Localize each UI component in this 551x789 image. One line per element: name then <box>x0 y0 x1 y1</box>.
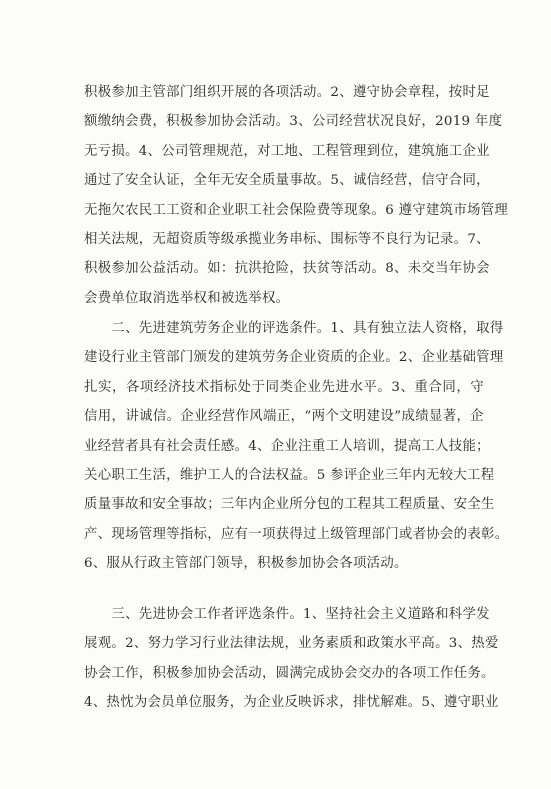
text-line: 会费单位取消选举权和被选举权。 <box>84 290 290 306</box>
text-line: 积极参加主管部门组织开展的各项活动。2、遵守协会章程，按时足 <box>84 85 490 100</box>
paragraph-labor-enterprise-criteria <box>84 314 509 579</box>
text-line: 建设行业主管部门颁发的建筑劳务企业资质的企业。2、企业基础管理 <box>84 350 504 366</box>
text-line: 6、服从行政主管部门领导，积极参加协会各项活动。 <box>84 556 408 572</box>
text-line: 信用，讲诚信。企业经营作风端正，“两个文明建设”成绩显著，企 <box>84 409 484 425</box>
text-line: 协会工作，积极参加协会活动，圆满完成协会交办的各项工作任务。 <box>84 665 495 681</box>
text-line: 业经营者具有社会责任感。4、企业注重工人培训，提高工人技能； <box>84 438 490 454</box>
text-line: 通过了安全认证，全年无安全质量事故。5、诚信经营，信守合同， <box>84 173 490 189</box>
text-line: 关心职工生活，维护工人的合法权益。5 参评企业三年内无较大工程 <box>84 467 495 483</box>
text-line: 扎实，各项经济技术指标处于同类企业先进水平。3、重合同，守 <box>84 379 484 395</box>
text-line: 三、先进协会工作者评选条件。1、坚持社会主义道路和科学发 <box>84 607 490 622</box>
paragraph-association-worker-criteria <box>84 600 499 718</box>
text-line: 额缴纳会费，积极参加协会活动。3、公司经营状况良好，2019 年度 <box>84 114 503 130</box>
text-line: 产、现场管理等指标，应有一项获得过上级管理部门或者协会的表彰。 <box>84 526 509 542</box>
text-line: 二、先进建筑劳务企业的评选条件。1、具有独立法人资格，取得 <box>84 321 504 336</box>
text-line: 积极参加公益活动。如：抗洪抢险，扶贫等活动。8、未交当年协会 <box>84 261 490 277</box>
text-line: 无拖欠农民工工资和企业职工社会保险费等现象。6 遵守建筑市场管理 <box>84 202 509 218</box>
text-line: 质量事故和安全事故；三年内企业所分包的工程其工程质量、安全生 <box>84 497 495 513</box>
text-line: 相关法规，无超资质等级承揽业务串标、围标等不良行为记录。7、 <box>84 231 490 247</box>
text-line: 4、热忱为会员单位服务，为企业反映诉求，排忧解难。5、遵守职业 <box>84 695 499 711</box>
text-line: 无亏损。4、公司管理规范，对工地、工程管理到位，建筑施工企业 <box>84 143 490 159</box>
text-line: 展观。2、努力学习行业法律法规，业务素质和政策水平高。3、热爱 <box>84 636 499 652</box>
paragraph-member-requirements <box>84 78 509 313</box>
